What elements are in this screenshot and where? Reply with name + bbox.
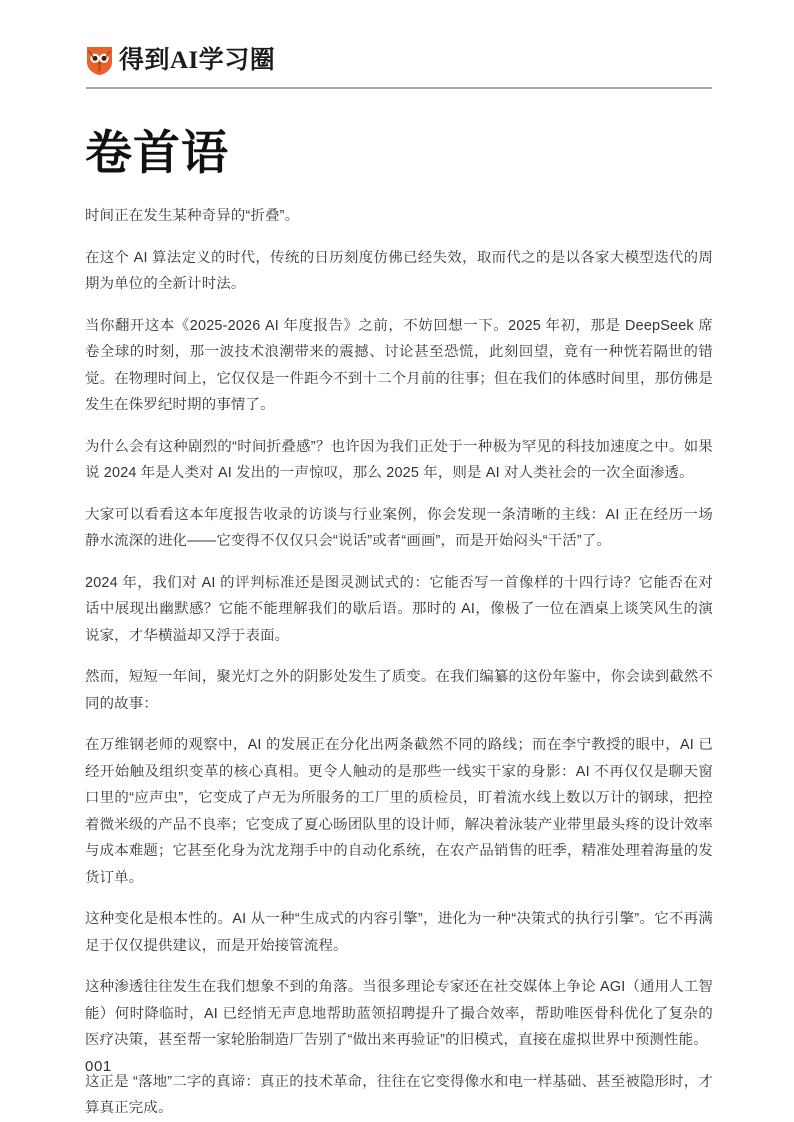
page-title: 卷首语 (85, 126, 229, 179)
page-header (86, 44, 712, 98)
paragraph: 大家可以看看这本年度报告收录的访谈与行业案例，你会发现一条清晰的主线：AI 正在经历一场静水流深的进化——它变得不仅仅只会“说话”或者“画画”，而是开始闷头“干活”了。 (85, 506, 713, 549)
paragraph: 时间正在发生某种奇异的“折叠”。 (85, 208, 300, 224)
paragraph: 这种变化是根本性的。AI 从一种“生成式的内容引擎”，进化为一种“决策式的执行引擎”。它不再满足于仅仅提供建议，而是开始接管流程。 (85, 911, 713, 954)
page-number: 001 (85, 1058, 112, 1075)
paragraph: 在这个 AI 算法定义的时代，传统的日历刻度仿佛已经失效，取而代之的是以各家大模型迭代的周期为单位的全新计时法。 (85, 249, 713, 292)
paragraph: 当你翻开这本《2025-2026 AI 年度报告》之前，不妨回想一下。2025 年初，那是 DeepSeek 席卷全球的时刻，那一波技术浪潮带来的震撼、讨论甚至恐慌，此刻回望，竟有一种恍若隔世的错觉。在物理时间上，它仅仅是一件距今不到十二个月前的往事；但在我们的体感时间里，那仿佛是发生在侏罗纪时期的事情了。 (85, 317, 713, 413)
article-body (85, 203, 713, 1122)
brand-lockup (86, 44, 712, 78)
paragraph: 这种渗透往往发生在我们想象不到的角落。当很多理论专家还在社交媒体上争论 AGI（通用人工智能）何时降临时，AI 已经悄无声息地帮助蓝领招聘提升了撮合效率，帮助唯医骨科优化了复杂的医疗决策，甚至帮一家轮胎制造厂告别了“做出来再验证”的旧模式，直接在虚拟世界中预测性能。 (85, 979, 713, 1048)
paragraph: 这正是 “落地”二字的真谛：真正的技术革命，往往在它变得像水和电一样基础、甚至被隐形时，才算真正完成。 (85, 1073, 713, 1116)
header-divider (86, 87, 712, 89)
paragraph: 2024 年，我们对 AI 的评判标准还是图灵测试式的：它能否写一首像样的十四行诗？它能否在对话中展现出幽默感？它能不能理解我们的歇后语。那时的 AI，像极了一位在酒桌上谈笑风生的演说家，才华横溢却又浮于表面。 (85, 574, 713, 644)
paragraph: 为什么会有这种剧烈的“时间折叠感”？也许因为我们正处于一种极为罕见的科技加速度之中。如果说 2024 年是人类对 AI 发出的一声惊叹，那么 2025 年，则是 AI 对人类社会的一次全面渗透。 (85, 438, 713, 481)
owl-shield-icon (86, 46, 113, 76)
brand-name: 得到AI学习圈 (119, 47, 276, 74)
paragraph: 在万维钢老师的观察中，AI 的发展正在分化出两条截然不同的路线；而在李宁教授的眼中，AI 已经开始触及组织变革的核心真相。更令人触动的是那些一线实干家的身影：AI 不再仅仅是聊天窗口里的“应声虫”，它变成了卢无为所服务的工厂里的质检员，盯着流水线上数以万计的钢球，把控着微米级的产品不良率；它变成了夏心旸团队里的设计师，解决着泳装产业带里最头疼的设计效率与成本难题；它甚至化身为沈龙翔手中的自动化系统，在农产品销售的旺季，精准处理着海量的发货订单。 (85, 737, 713, 886)
paragraph: 然而，短短一年间，聚光灯之外的阴影处发生了质变。在我们编纂的这份年鉴中，你会读到截然不同的故事： (85, 669, 713, 712)
